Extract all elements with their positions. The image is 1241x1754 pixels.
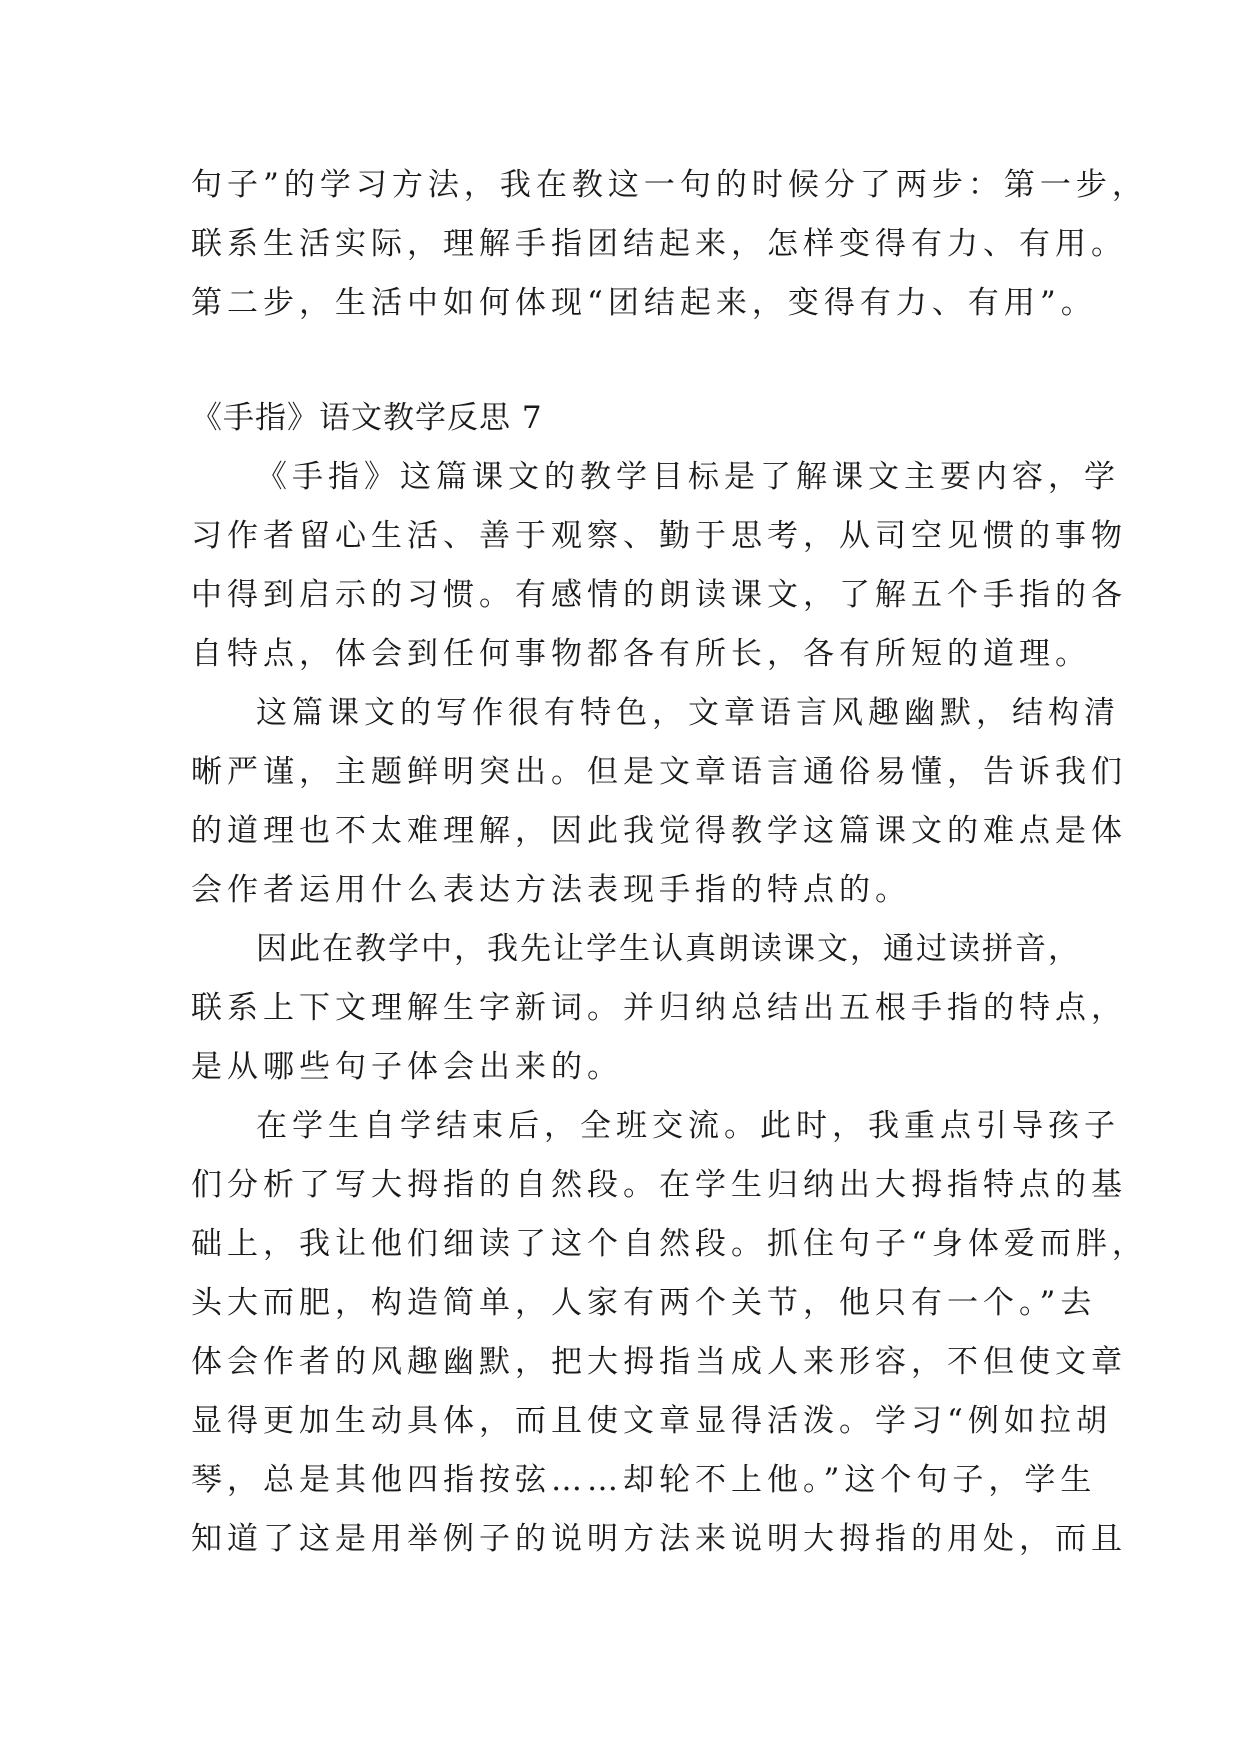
paragraph-1-line-3: 中得到启示的习惯。有感情的朗读课文，了解五个手指的各 — [191, 577, 1127, 613]
paragraph-3-line-1: 因此在教学中，我先让学生认真朗读课文，通过读拼音， — [256, 931, 1081, 967]
paragraph-4-line-5: 体会作者的风趣幽默，把大拇指当成人来形容，不但使文章 — [191, 1344, 1127, 1380]
paragraph-2-line-1: 这篇课文的写作很有特色，文章语言风趣幽默，结构清 — [256, 695, 1120, 731]
intro-line-1: 句子”的学习方法，我在教这一句的时候分了两步：第一步， — [191, 167, 1148, 203]
paragraph-4-line-7: 琴，总是其他四指按弦……却轮不上他。”这个句子，学生 — [191, 1462, 1097, 1498]
paragraph-4-line-4: 头大而肥，构造简单，人家有两个关节，他只有一个。”去 — [191, 1285, 1097, 1321]
paragraph-4-line-6: 显得更加生动具体，而且使文章显得活泼。学习“例如拉胡 — [191, 1403, 1112, 1439]
intro-line-2: 联系生活实际，理解手指团结起来，怎样变得有力、有用。 — [191, 226, 1127, 262]
paragraph-4-line-3: 础上，我让他们细读了这个自然段。抓住句子“身体爱而胖， — [191, 1226, 1148, 1262]
paragraph-1-line-4: 自特点，体会到任何事物都各有所长，各有所短的道理。 — [191, 636, 1091, 672]
paragraph-3-line-3: 是从哪些句子体会出来的。 — [191, 1049, 623, 1085]
paragraph-4-line-2: 们分析了写大拇指的自然段。在学生归纳出大拇指特点的基 — [191, 1167, 1127, 1203]
paragraph-2-line-4: 会作者运用什么表达方法表现手指的特点的。 — [191, 872, 911, 908]
paragraph-1-line-1: 《手指》这篇课文的教学目标是了解课文主要内容，学 — [256, 459, 1120, 495]
paragraph-4-line-8: 知道了这是用举例子的说明方法来说明大拇指的用处，而且 — [191, 1521, 1127, 1557]
intro-line-3: 第二步，生活中如何体现“团结起来，变得有力、有用”。 — [191, 285, 1097, 321]
section-title: 《手指》语文教学反思 7 — [191, 400, 543, 436]
paragraph-1-line-2: 习作者留心生活、善于观察、勤于思考，从司空见惯的事物 — [191, 518, 1127, 554]
paragraph-2-line-2: 晰严谨，主题鲜明突出。但是文章语言通俗易懂，告诉我们 — [191, 754, 1127, 790]
paragraph-4-line-1: 在学生自学结束后，全班交流。此时，我重点引导孩子 — [256, 1108, 1120, 1144]
paragraph-2-line-3: 的道理也不太难理解，因此我觉得教学这篇课文的难点是体 — [191, 813, 1127, 849]
paragraph-3-line-2: 联系上下文理解生字新词。并归纳总结出五根手指的特点， — [191, 990, 1127, 1026]
